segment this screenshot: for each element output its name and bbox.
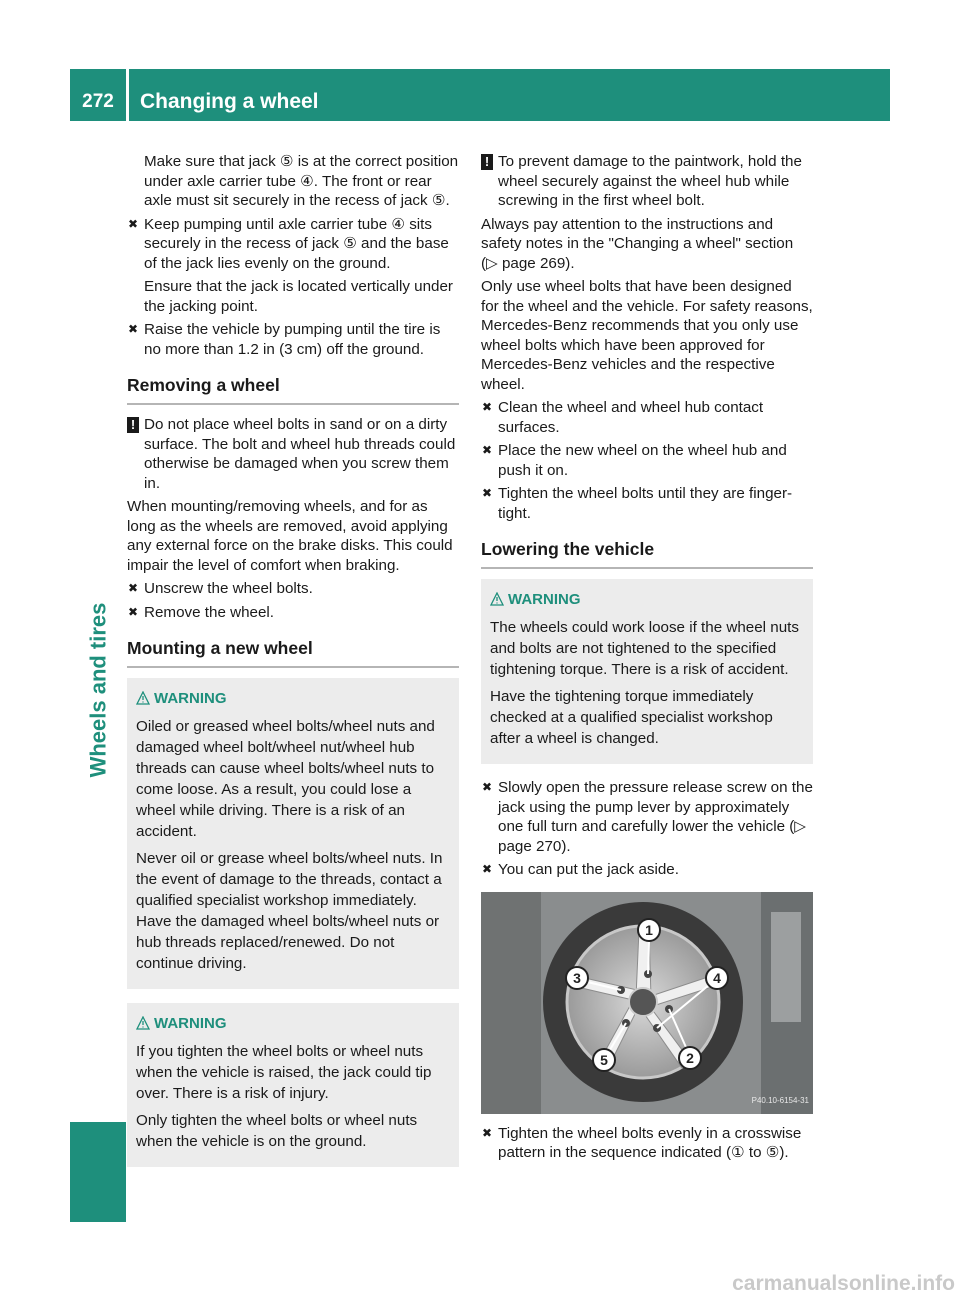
warning-title: WARNING — [490, 589, 804, 611]
paragraph-mounting-removing: When mounting/removing wheels, and for as long as the wheels are removed, avoid applying any external force on the brake disks. This could impair the level of comfort when braking. — [127, 498, 453, 574]
heading-lowering-vehicle: Lowering the vehicle — [481, 537, 813, 569]
instruction-step: ✖ You can put the jack aside. — [482, 861, 679, 878]
instruction-step: ✖ Remove the wheel. — [128, 603, 275, 621]
instruction-step: ✖ Tighten the wheel bolts until they are finger-tight. — [482, 485, 793, 522]
intro-paragraph: Make sure that jack ⑤ is at the correct position under axle carrier tube ④. The front or rear axle must sit securely in the recess of jack ⑤. — [144, 153, 459, 209]
callout-1-label: 1 — [645, 921, 653, 938]
header-separator — [126, 69, 129, 121]
instruction-step: ✖ Slowly open the pressure release screw on the jack using the pump lever by approximately one full turn and carefully lower the vehicle (▷ page 270). — [482, 779, 813, 855]
exclamation-icon: ! — [127, 417, 139, 433]
instruction-step: ✖ Tighten the wheel bolts evenly in a crosswise pattern in the sequence indicated (① to ⑤). — [482, 1124, 802, 1161]
arrow-icon: ✖ — [482, 400, 493, 414]
arrow-icon: ✖ — [482, 443, 493, 457]
callout-5 — [593, 1049, 615, 1071]
side-tab-marker — [70, 1122, 126, 1222]
side-tab-label: Wheels and tires — [85, 602, 110, 778]
arrow-icon: ✖ — [482, 1125, 493, 1140]
wheel-illustration — [481, 892, 813, 1114]
callout-1 — [638, 919, 660, 941]
notice-paintwork: ! To prevent damage to the paintwork, hold the wheel securely against the wheel hub while screwing in the first wheel bolt. — [481, 152, 813, 211]
warning-text: Never oil or grease wheel bolts/wheel nuts. In the event of damage to the threads, contact a qualified specialist workshop immediately. Have the damaged wheel bolts/wheel nuts or hub threads replaced/renewed. Do not continue driving. — [136, 850, 443, 972]
warning-triangle-icon — [136, 691, 150, 705]
warning-text: Oiled or greased wheel bolts/wheel nuts and damaged wheel bolt/wheel nut/wheel hub threads can cause wheel bolts/wheel nuts to come loose. As a result, you could lose a wheel while driving. There is a risk of an accident. — [136, 718, 435, 840]
figure-caption: P40.10-6154-31 — [751, 1096, 809, 1105]
warning-text: If you tighten the wheel bolts or wheel nuts when the vehicle is raised, the jack could tip over. There is a risk of injury. — [136, 1043, 432, 1102]
heading-mounting-wheel: Mounting a new wheel — [127, 636, 459, 668]
arrow-icon: ✖ — [128, 216, 139, 231]
warning-title: WARNING — [136, 688, 450, 710]
arrow-icon: ✖ — [128, 322, 139, 336]
warning-text: Only tighten the wheel bolts or wheel nuts when the vehicle is on the ground. — [136, 1112, 418, 1150]
callout-4-label: 4 — [713, 969, 721, 986]
step-note: Ensure that the jack is located vertically under the jacking point. — [144, 278, 453, 315]
notice-removing: ! Do not place wheel bolts in sand or on a dirty surface. The bolt and wheel hub threads could otherwise be damaged when you screw them in. — [127, 415, 459, 493]
instruction-step: ✖ Raise the vehicle by pumping until the tire is no more than 1.2 in (3 cm) off the ground. — [128, 321, 441, 358]
callout-2 — [679, 1047, 701, 1069]
side-tab — [78, 480, 118, 900]
heading-removing-wheel: Removing a wheel — [127, 373, 459, 405]
page-number: 272 — [82, 91, 114, 112]
instruction-step: ✖ Keep pumping until axle carrier tube ④ sits securely in the recess of jack ⑤ and the base of the jack lies evenly on the ground. — [128, 215, 449, 272]
callout-4 — [706, 967, 728, 989]
callout-5-label: 5 — [600, 1051, 608, 1068]
instruction-step: ✖ Unscrew the wheel bolts. — [128, 580, 313, 597]
arrow-icon: ✖ — [128, 604, 139, 619]
exclamation-icon: ! — [481, 154, 493, 170]
warning-box — [127, 1003, 459, 1167]
warning-triangle-icon — [490, 592, 504, 606]
arrow-icon: ✖ — [482, 862, 493, 876]
warning-text: Have the tightening torque immediately checked at a qualified specialist workshop after a wheel is changed. — [490, 688, 773, 747]
left-column — [127, 152, 459, 1181]
instruction-step: ✖ Clean the wheel and wheel hub contact surfaces. — [482, 399, 764, 436]
callout-2-label: 2 — [686, 1049, 694, 1066]
arrow-icon: ✖ — [482, 780, 493, 794]
section-title: Changing a wheel — [140, 90, 319, 113]
paragraph-only-use: Only use wheel bolts that have been designed for the wheel and the vehicle. For safety reasons, Mercedes-Benz recommends that you only use wheel bolts which have been approved for Mercedes-Benz vehicles and the respective wheel. — [481, 278, 813, 393]
warning-text: The wheels could work loose if the wheel nuts and bolts are not tightened to the specified tightening torque. There is a risk of accident. — [490, 619, 799, 678]
paragraph-attention: Always pay attention to the instructions and safety notes in the "Changing a wheel" section (▷ page 269). — [481, 215, 794, 272]
watermark: carmanualsonline.info — [732, 1272, 955, 1295]
wheel-bolt-diagram — [481, 892, 813, 1114]
warning-title: WARNING — [136, 1013, 450, 1035]
right-column — [481, 152, 813, 1167]
arrow-icon: ✖ — [482, 486, 493, 500]
callout-3 — [566, 967, 588, 989]
hub — [629, 988, 657, 1016]
warning-triangle-icon — [136, 1016, 150, 1030]
arrow-icon: ✖ — [128, 581, 139, 595]
instruction-step: ✖ Place the new wheel on the wheel hub and push it on. — [482, 442, 787, 479]
warning-box — [481, 579, 813, 764]
callout-3-label: 3 — [573, 969, 581, 986]
warning-box — [127, 678, 459, 989]
